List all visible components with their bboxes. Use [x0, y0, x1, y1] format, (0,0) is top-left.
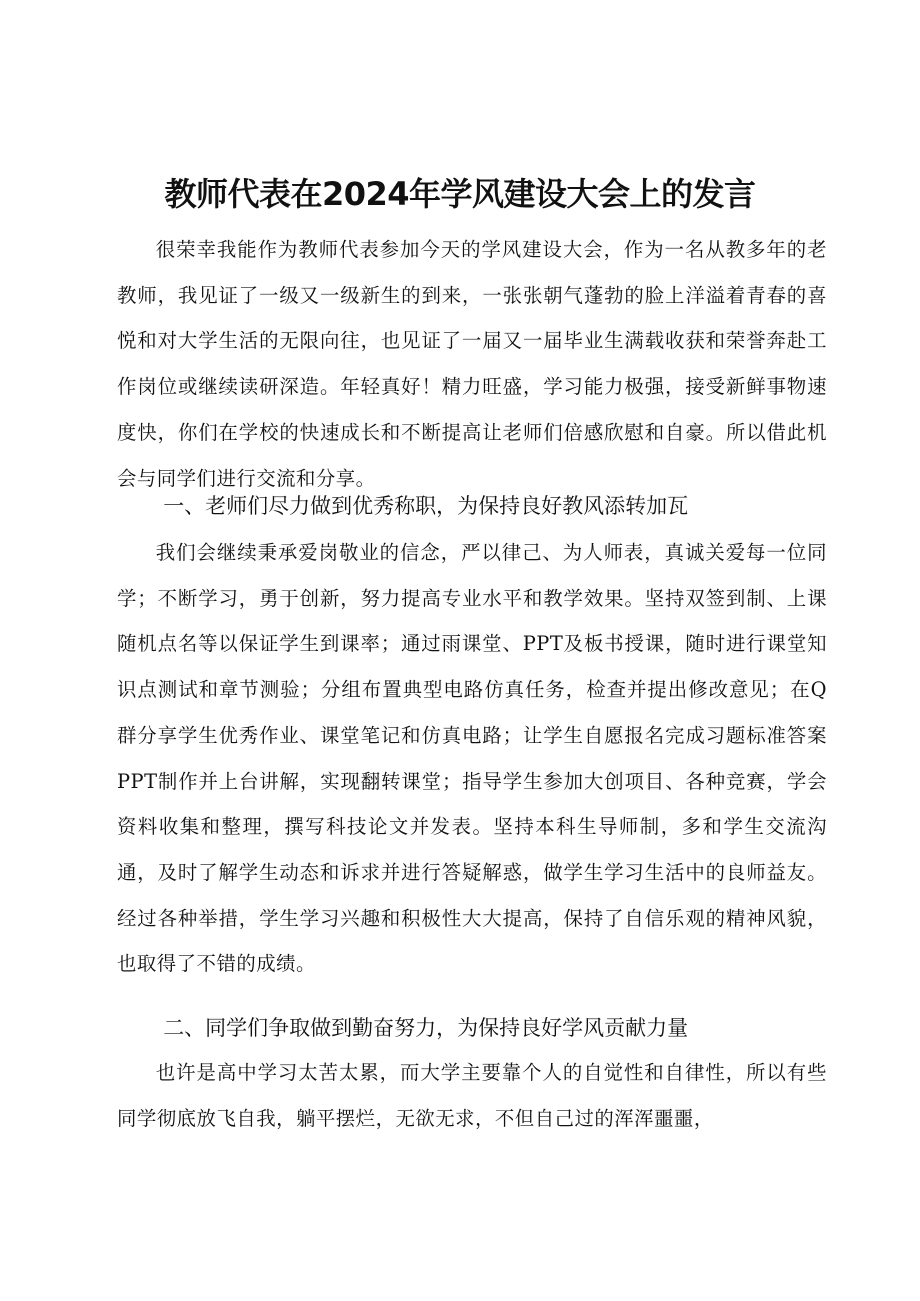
intro-paragraph: 很荣幸我能作为教师代表参加今天的学风建设大会，作为一名从教多年的老教师，我见证了一级又一级新生的到来，一张张朝气蓬勃的脸上洋溢着青春的喜悦和对大学生活的无限向往，也见证了一届又一届毕业生满载收获和荣誉奔赴工作岗位或继续读研深造。年轻真好！精力旺盛，学习能力极强，接受新鲜事物速度快，你们在学校的快速成长和不断提高让老师们倍感欣慰和自豪。所以借此机会与同学们进行交流和分享。	[117, 238, 827, 490]
section-2-paragraph: 也许是高中学习太苦太累，而大学主要靠个人的自觉性和自律性，所以有些同学彻底放飞自我，躺平摆烂，无欲无求，不但自己过的浑浑噩噩，	[117, 1061, 827, 1130]
section-1-paragraph: 我们会继续秉承爱岗敬业的信念，严以律己、为人师表，真诚关爱每一位同学；不断学习，勇于创新，努力提高专业水平和教学效果。坚持双签到制、上课随机点名等以保证学生到课率；通过雨课堂、PPT及板书授课，随时进行课堂知识点测试和章节测验；分组布置典型电路仿真任务，检查并提出修改意见；在Q群分享学生优秀作业、课堂笔记和仿真电路；让学生自愿报名完成习题标准答案PPT制作并上台讲解，实现翻转课堂；指导学生参加大创项目、各种竞赛，学会资料收集和整理，撰写科技论文并发表。坚持本科生导师制，多和学生交流沟通，及时了解学生动态和诉求并进行答疑解惑，做学生学习生活中的良师益友。经过各种举措，学生学习兴趣和积极性大大提高，保持了自信乐观的精神风貌，也取得了不错的成绩。	[117, 541, 827, 976]
section-1-heading: 一、老师们尽力做到优秀称职，为保持良好教风添转加瓦	[163, 494, 689, 518]
document-title: 教师代表在2024年学风建设大会上的发言	[164, 175, 756, 213]
section-2-heading: 二、同学们争取做到勤奋努力，为保持良好学风贡献力量	[163, 1016, 689, 1040]
